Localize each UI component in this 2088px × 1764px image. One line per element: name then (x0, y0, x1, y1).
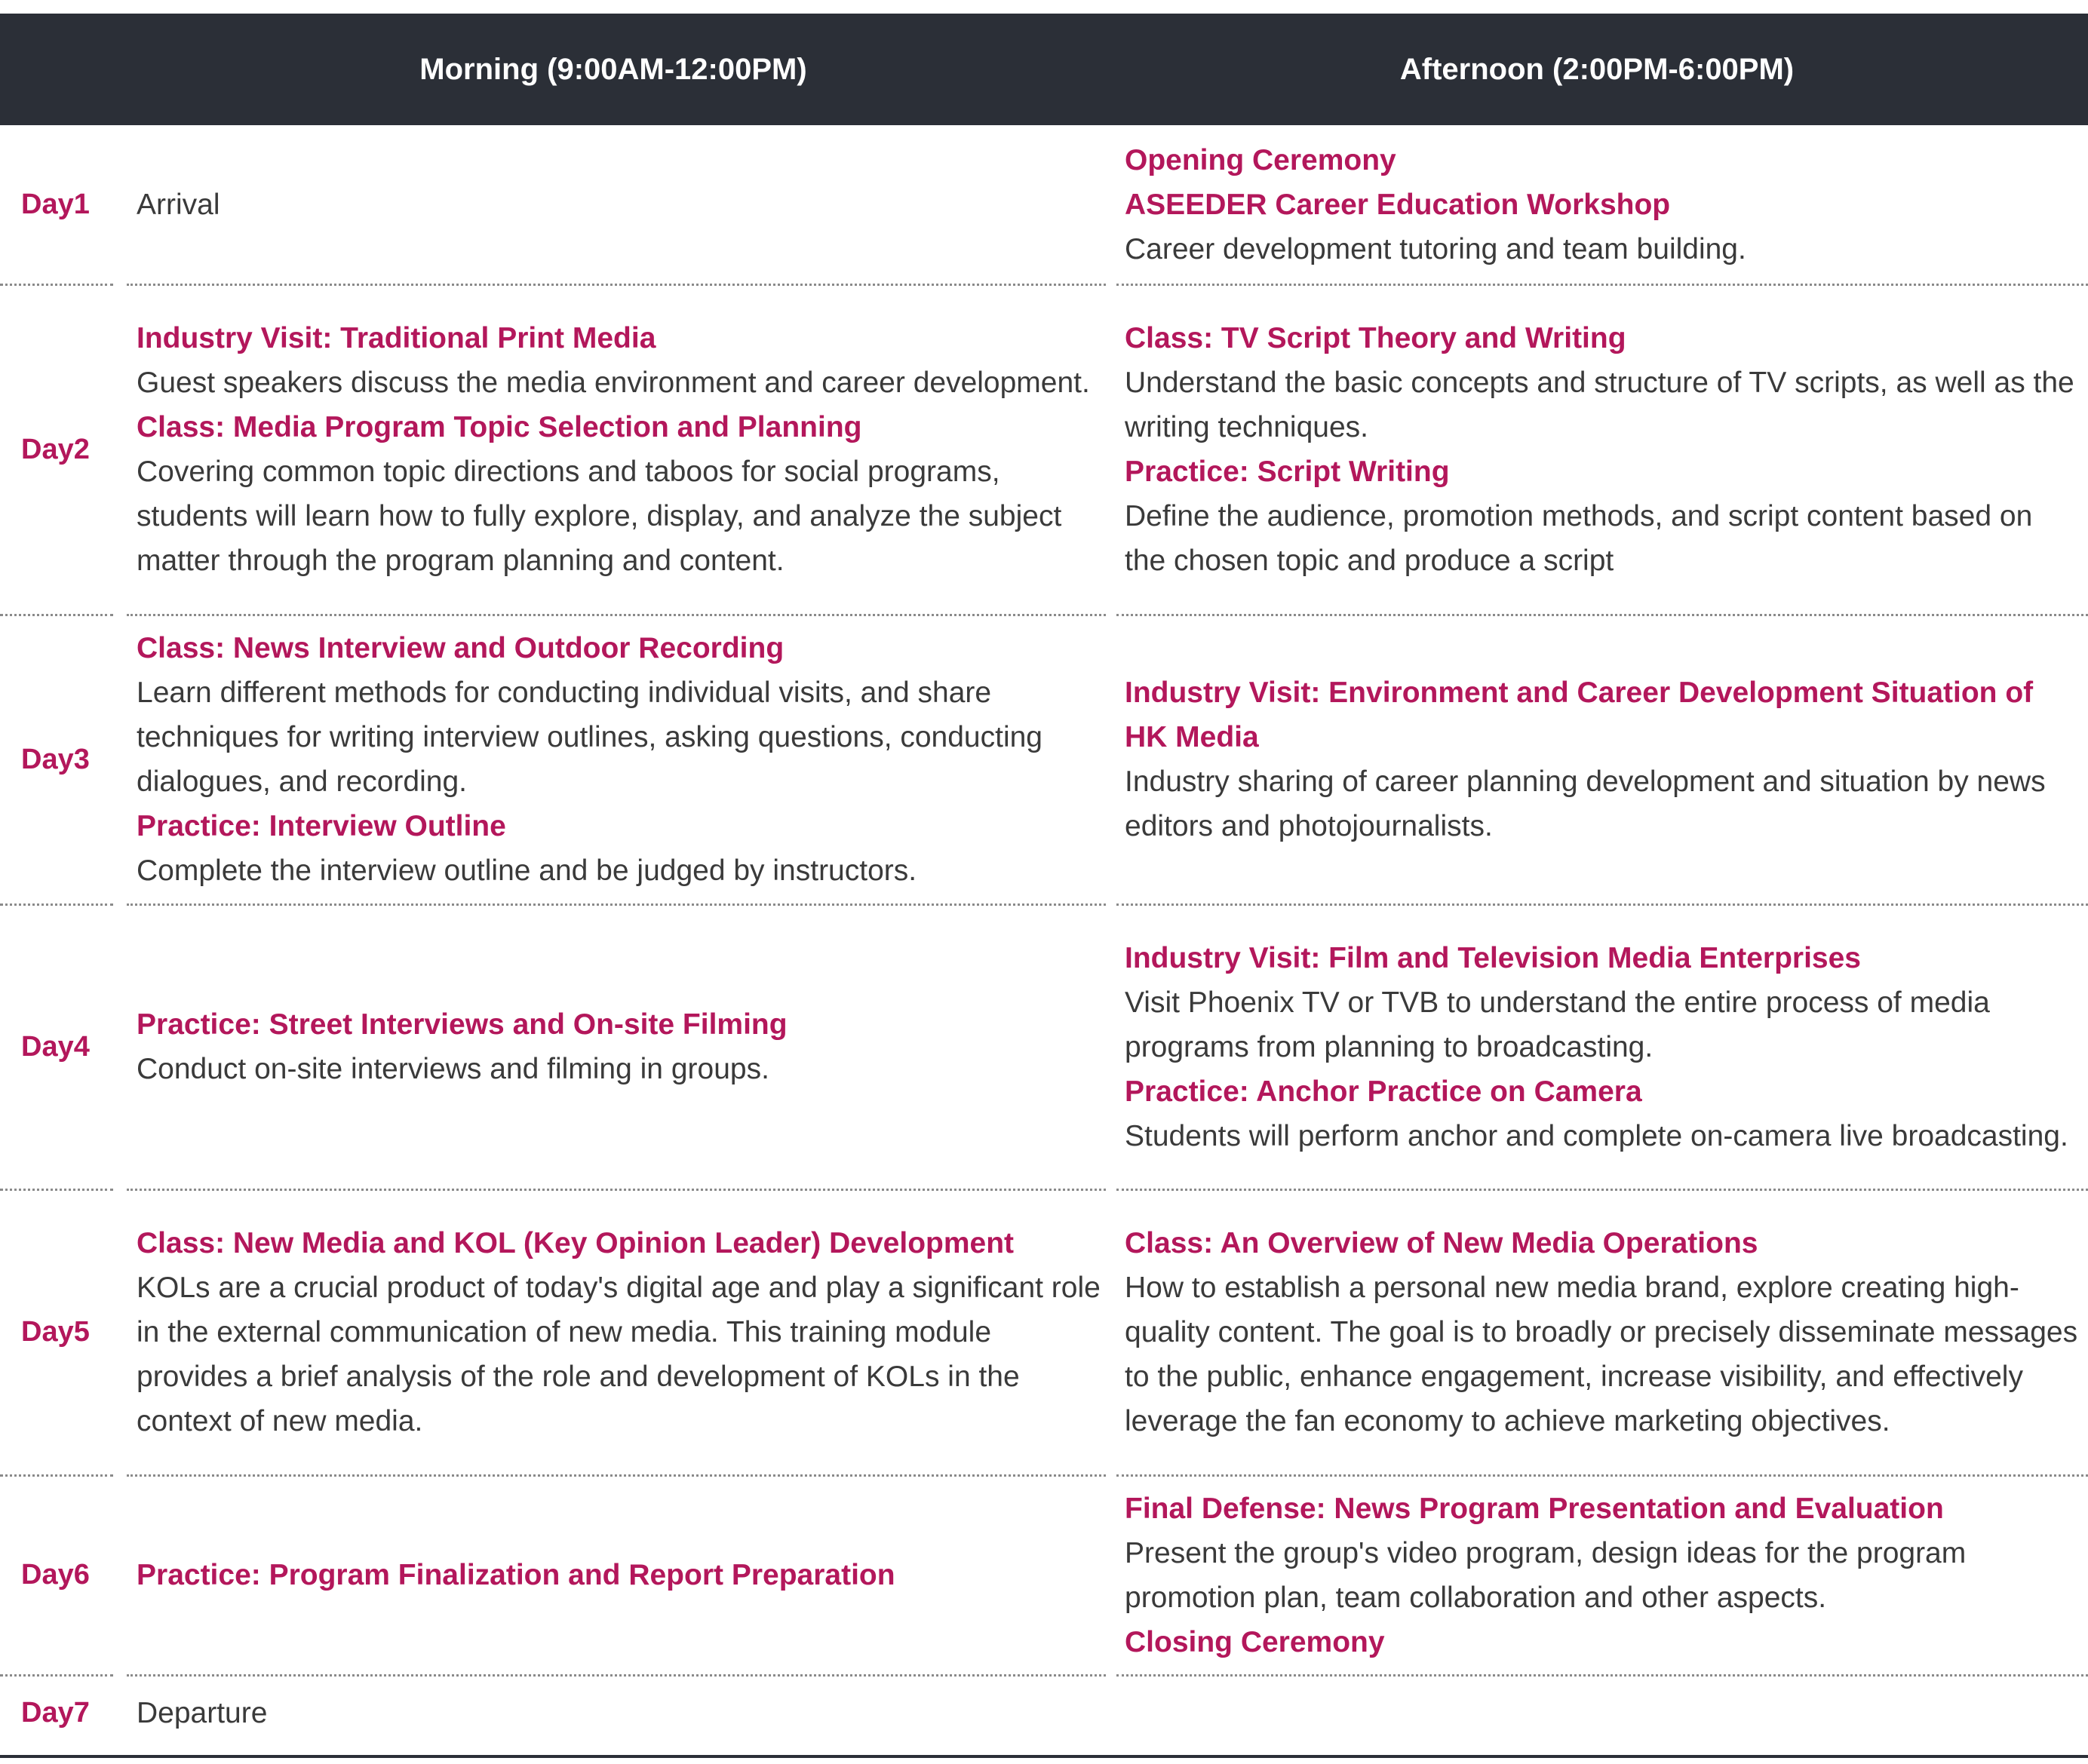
activity-description: How to establish a personal new media brand, explore creating high-quality content. The goal is to broadly or precisely disseminate messages to the public, enhance engagement, increase visibility, and effectively leverage the fan economy to achieve marketing objectives. (1125, 1272, 2078, 1437)
morning-cell (137, 904, 1102, 1189)
activity-title: Practice: Interview Outline (137, 810, 506, 842)
activity-title: Opening Ceremony (1125, 144, 1396, 176)
afternoon-cell (1125, 904, 2079, 1189)
activity-description: KOLs are a crucial product of today's digital age and play a significant role in the external communication of new media. This training module provides a brief analysis of the role and development of KOLs in the context of new media. (137, 1272, 1101, 1437)
activity-description: Covering common topic directions and taboos for social programs, students will learn how to fully explore, display, and analyze the subject matter through the program planning and content. (137, 456, 1062, 577)
activity-description: Students will perform anchor and complete on-camera live broadcasting. (1125, 1119, 2068, 1152)
activity-description: Conduct on-site interviews and filming in groups. (137, 1053, 769, 1085)
morning-cell (137, 1475, 1102, 1675)
day-label: Day1 (21, 189, 90, 220)
activity-description: Define the audience, promotion methods, and script content based on the chosen topic and produce a script (1125, 500, 2033, 577)
activity-note: Arrival (137, 189, 220, 221)
day-label: Day2 (21, 433, 90, 465)
afternoon-cell (1125, 615, 2079, 904)
afternoon-cell (1125, 284, 2079, 615)
activity-title: Industry Visit: Film and Television Media Enterprises (1125, 941, 1861, 974)
afternoon-cell (1125, 125, 2079, 284)
activity-description: Learn different methods for conducting individual visits, and share techniques for writing interview outlines, asking questions, conducting dialogues, and recording. (137, 676, 1043, 798)
day-label: Day7 (21, 1696, 90, 1729)
activity-title: Class: TV Script Theory and Writing (1125, 322, 1626, 354)
schedule-row-day1 (0, 125, 2088, 284)
activity-description: Understand the basic concepts and structure of TV scripts, as well as the writing techniques. (1125, 367, 2074, 443)
activity-note: Departure (137, 1696, 268, 1729)
activity-title: Practice: Street Interviews and On-site Filming (137, 1008, 788, 1041)
activity-title: Class: News Interview and Outdoor Recording (137, 632, 785, 664)
afternoon-cell (1125, 1189, 2079, 1475)
table-bottom-rule (0, 1755, 2088, 1758)
schedule-row-day7 (0, 1675, 2088, 1750)
schedule-row-day6 (0, 1475, 2088, 1675)
schedule-row-day2 (0, 284, 2088, 615)
day-label: Day3 (21, 743, 90, 775)
activity-title: Class: An Overview of New Media Operations (1125, 1227, 1758, 1259)
activity-description: Industry sharing of career planning development and situation by news editors and photojournalists. (1125, 765, 2046, 842)
activity-title: Final Defense: News Program Presentation and Evaluation (1125, 1492, 1944, 1525)
schedule-row-day5 (0, 1189, 2088, 1475)
activity-title: Class: New Media and KOL (Key Opinion Leader) Development (137, 1227, 1015, 1259)
activity-title: Practice: Anchor Practice on Camera (1125, 1075, 1642, 1108)
activity-title: Industry Visit: Environment and Career Development Situation of HK Media (1125, 676, 2034, 753)
activity-title: Closing Ceremony (1125, 1625, 1385, 1658)
activity-description: Complete the interview outline and be judged by instructors. (137, 854, 917, 887)
activity-description: Visit Phoenix TV or TVB to understand the entire process of media programs from planning to broadcasting. (1125, 986, 1990, 1063)
schedule-row-day4 (0, 904, 2088, 1189)
afternoon-column-header: Afternoon (2:00PM-6:00PM) (1399, 53, 1795, 86)
morning-cell (137, 1675, 1102, 1750)
activity-description: Present the group's video program, design ideas for the program promotion plan, team collaboration and other aspects. (1125, 1536, 1967, 1614)
activity-title: Class: Media Program Topic Selection and Planning (137, 411, 862, 443)
morning-cell (137, 615, 1102, 904)
morning-cell (137, 1189, 1102, 1475)
morning-column-header: Morning (9:00AM-12:00PM) (419, 53, 807, 86)
morning-cell (137, 125, 1102, 284)
activity-title: Industry Visit: Traditional Print Media (137, 322, 656, 354)
morning-cell (137, 284, 1102, 615)
activity-description: Career development tutoring and team building. (1125, 233, 1746, 265)
day-label: Day4 (21, 1030, 90, 1063)
day-label: Day5 (21, 1316, 90, 1348)
activity-title: Practice: Program Finalization and Report Preparation (137, 1559, 895, 1591)
activity-title: Practice: Script Writing (1125, 456, 1450, 488)
afternoon-cell (1125, 1675, 2079, 1750)
afternoon-cell (1125, 1475, 2079, 1675)
day-label: Day6 (21, 1559, 90, 1591)
schedule-header (0, 14, 2088, 125)
activity-title: ASEEDER Career Education Workshop (1125, 189, 1671, 221)
activity-description: Guest speakers discuss the media environment and career development. (137, 367, 1090, 399)
schedule-row-day3 (0, 615, 2088, 904)
